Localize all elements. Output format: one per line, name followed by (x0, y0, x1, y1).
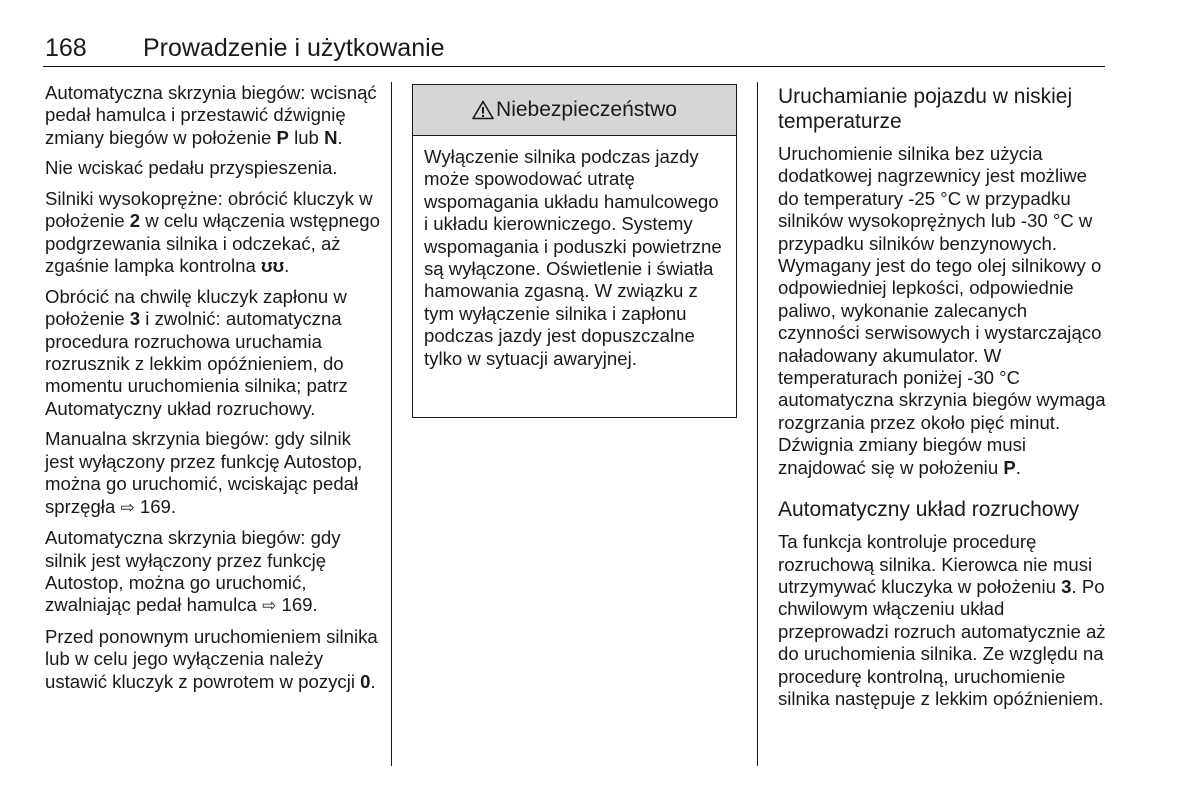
page-ref-arrow-icon: ⇨ (120, 497, 135, 517)
glow-plug-indicator-icon: ʊʊ (261, 255, 285, 277)
left-column (45, 82, 385, 701)
paragraph: Przed ponownym uruchomieniem silnika lub w celu jego wyłączenia należy ustawić kluczyk z powrotem w pozycji 0. (45, 626, 378, 692)
paragraph: Silniki wysokoprężne: obrócić kluczyk w położenie 2 w celu włączenia wstępnego podgrzewania silnika i odczekać, aż zgaśnie lampka kontrolna ʊʊ. (45, 188, 380, 277)
paragraph: Obrócić na chwilę kluczyk zapłonu w położenie 3 i zwolnić: automatyczna procedura rozruchowa uruchamia rozrusznik z lekkim opóźnieniem, do momentu uruchomienia silnika; patrz Automatyczny układ rozruchowy. (45, 285, 348, 419)
danger-title: Niebezpieczeństwo (496, 98, 677, 121)
page-header (43, 34, 1105, 67)
page-ref-arrow-icon: ⇨ (262, 596, 277, 616)
paragraph: Manualna skrzynia biegów: gdy silnik jest wyłączony przez funkcję Autostop, można go uruchomić, wciskając pedał sprzęgła ⇨ 169. (45, 428, 363, 517)
page-title: Prowadzenie i użytkowanie (143, 34, 445, 62)
paragraph: Automatyczna skrzynia biegów: gdy silnik jest wyłączony przez funkcję Autostop, można go uruchomić, zwalniając pedał hamulca ⇨ 169. (45, 527, 341, 616)
page-reference[interactable]: 169. (276, 594, 318, 616)
danger-header (413, 85, 736, 136)
page-number: 168 (45, 34, 87, 62)
warning-triangle-icon (472, 100, 494, 120)
right-column (778, 84, 1108, 719)
paragraph: Ta funkcja kontroluje procedurę rozruchową silnika. Kierowca nie musi utrzymywać kluczyka w położeniu 3. Po chwilowym włączeniu układ przeprowadzi rozruch automatycznie aż do uruchomienia silnika. Ze względu na procedurę kontrolną, uruchomienie silnika następuje z lekkim opóźnieniem. (778, 531, 1106, 709)
danger-text: Wyłączenie silnika podczas jazdy może spowodować utratę wspomagania układu hamulcowego i układu kierowniczego. Systemy wspomagania i poduszki powietrzne są wyłączone. Oświetlenie i światła hamowania zgasną. W związku z tym wyłączenie silnika i zapłonu podczas jazdy jest dopuszczalne tylko w sytuacji awaryjnej. (424, 146, 722, 369)
page-reference[interactable]: 169. (134, 495, 177, 517)
paragraph: Automatyczna skrzynia biegów: wcisnąć pedał hamulca i przestawić dźwignię zmiany biegów w położenie P lub N. (45, 82, 377, 148)
column-divider-right (757, 82, 758, 766)
paragraph: Uruchomienie silnika bez użycia dodatkowej nagrzewnicy jest możliwe do temperatury -25 °C w przypadku silników wysokoprężnych lub -30 °C w przypadku silników benzynowych. Wymagany jest do tego olej silnikowy o odpowiedniej lepkości, odpowiednie paliwo, wykonanie zalecanych czynności serwisowych i wystarczająco naładowany akumulator. W temperaturach poniżej -30 °C automatyczna skrzynia biegów wymaga rozgrzania przez około pięć minut. Dźwignia zmiany biegów musi znajdować się w położeniu P. (778, 143, 1106, 478)
section-heading: Uruchamianie pojazdu w niskiej temperaturze (778, 85, 1073, 133)
danger-box (412, 84, 737, 418)
paragraph: Nie wciskać pedału przyspieszenia. (45, 157, 338, 179)
column-divider-left (391, 82, 392, 766)
section-heading: Automatyczny układ rozruchowy (778, 498, 1080, 522)
